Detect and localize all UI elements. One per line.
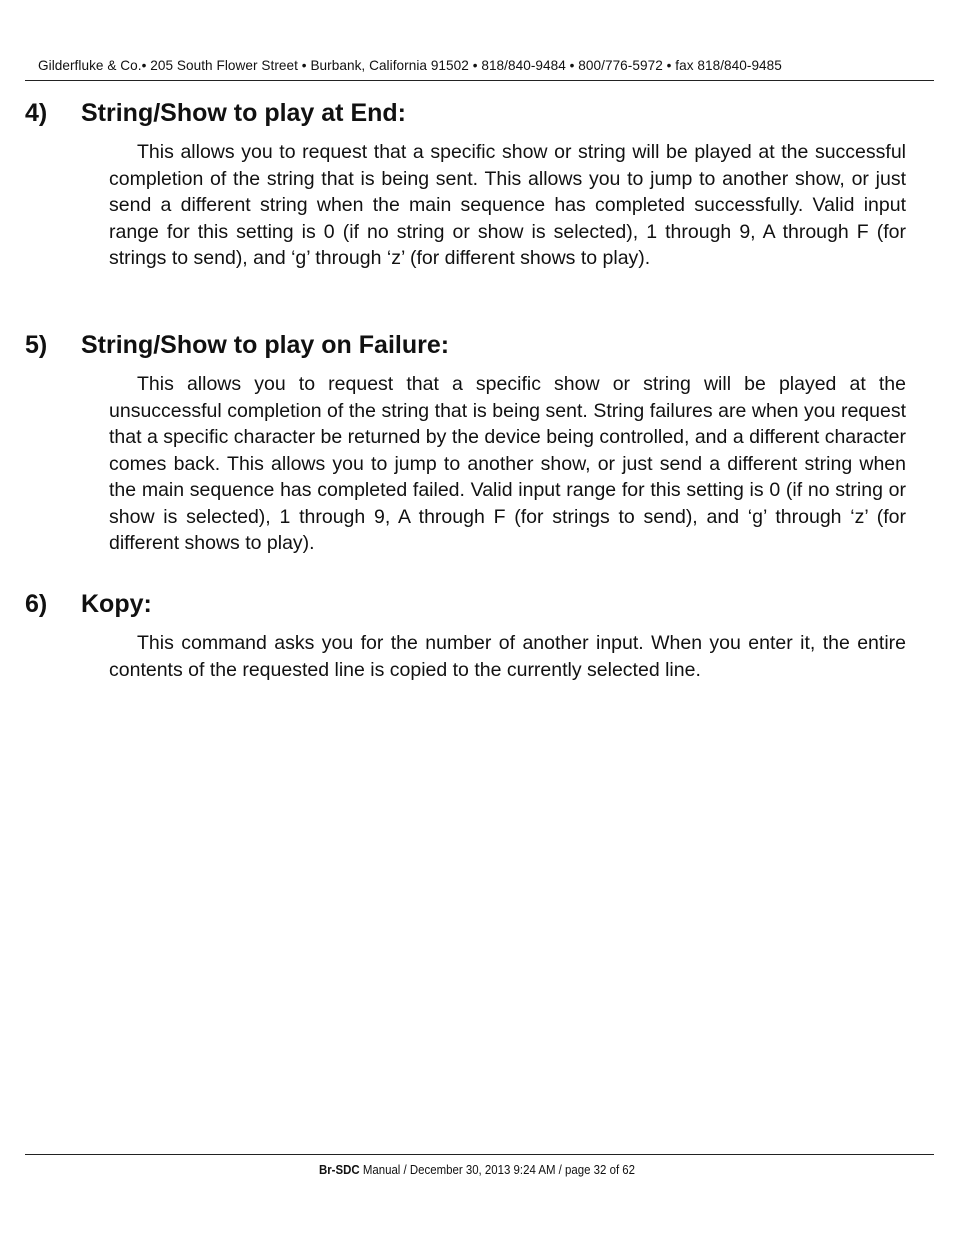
section-title: String/Show to play on Failure: [81, 331, 450, 359]
section-body: This command asks you for the number of another input. When you enter it, the entire contents of the requested line is copied to the currently selected line. [109, 632, 906, 681]
footer-divider [25, 1154, 934, 1155]
page-header: Gilderfluke & Co.• 205 South Flower Street • Burbank, California 91502 • 818/840-9484 • 800/776-5972 • fax 818/840-9485 [38, 58, 782, 73]
footer-page-info: Manual / December 30, 2013 9:24 AM / page 32 of 62 [359, 1162, 636, 1177]
section-number: 6) [25, 590, 48, 618]
section-title: String/Show to play at End: [81, 99, 406, 127]
section-number: 5) [25, 331, 48, 359]
section-heading [25, 98, 406, 128]
page-footer [57, 1161, 897, 1179]
section-heading [25, 589, 152, 619]
section-number: 4) [25, 99, 48, 127]
section-body: This allows you to request that a specific show or string will be played at the successful completion of the string that is being sent. This allows you to jump to another show, or just send a different string when the main sequence has completed successfully. Valid input range for this setting is 0 (if no string or show is selected), 1 through 9, A through F (for strings to send), and ‘g’ through ‘z’ (for different shows to play). [109, 141, 906, 269]
section-heading [25, 330, 449, 360]
footer-product-name: Br-SDC [318, 1162, 360, 1177]
section-title: Kopy: [81, 590, 152, 618]
section-body: This allows you to request that a specific show or string will be played at the unsuccessful completion of the string that is being sent. String failures are when you request that a specific character be returned by the device being controlled, and a different character comes back. This allows you to jump to another show, or just send a different string when the main sequence has completed failed. Valid input range for this setting is 0 (if no string or show is selected), 1 through 9, A through F (for strings to send), and ‘g’ through ‘z’ (for different shows to play). [109, 373, 906, 554]
header-divider [25, 80, 934, 81]
